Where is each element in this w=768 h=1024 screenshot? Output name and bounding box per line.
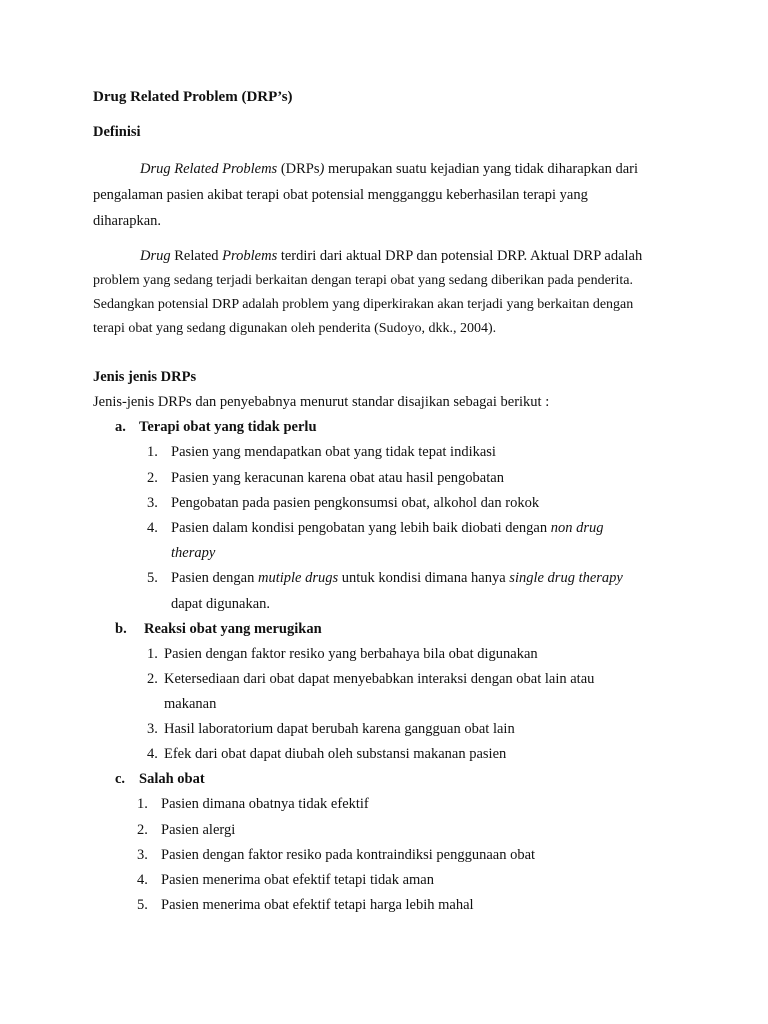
p2-problems: Problems bbox=[222, 248, 278, 264]
p1-text-a: (DRPs bbox=[277, 161, 320, 177]
p2-line4: terapi obat yang sedang digunakan oleh penderita (Sudoyo, dkk., 2004). bbox=[93, 321, 497, 336]
list-item-number: 2. bbox=[147, 671, 158, 687]
list-item-continuation: therapy bbox=[171, 545, 216, 561]
list-item-number: 3. bbox=[137, 847, 148, 863]
list-item-text: untuk kondisi dimana hanya bbox=[338, 570, 510, 586]
list-item-number: 5. bbox=[147, 570, 158, 586]
p2-text-a: terdiri dari aktual DRP dan potensial DRP. Aktual DRP adalah bbox=[277, 248, 643, 264]
list-item-number: 4. bbox=[147, 746, 158, 762]
list-item-text: Pasien dengan bbox=[171, 570, 258, 586]
section-c-letter: c. bbox=[115, 771, 126, 787]
section-c-title: Salah obat bbox=[139, 771, 205, 787]
p1-line2: pengalaman pasien akibat terapi obat potensial mengganggu keberhasilan terapi yang bbox=[93, 187, 588, 203]
list-item-text: Pasien yang mendapatkan obat yang tidak tepat indikasi bbox=[171, 444, 496, 460]
p2-line1 bbox=[140, 248, 642, 265]
list-item-text: Hasil laboratorium dapat berubah karena gangguan obat lain bbox=[164, 721, 515, 737]
list-item-continuation: dapat digunakan. bbox=[171, 596, 271, 612]
list-item-number: 1. bbox=[147, 444, 158, 460]
list-item-text: Efek dari obat dapat diubah oleh substansi makanan pasien bbox=[164, 746, 507, 762]
list-item-number: 2. bbox=[137, 822, 148, 838]
p1-line3: diharapkan. bbox=[93, 213, 162, 229]
list-item bbox=[147, 570, 623, 587]
list-item bbox=[147, 495, 539, 512]
list-item bbox=[147, 671, 594, 688]
definisi-heading: Definisi bbox=[93, 124, 141, 140]
list-item-text: Pasien menerima obat efektif tetapi tidak aman bbox=[161, 872, 434, 888]
list-item bbox=[137, 822, 235, 839]
section-a-title: Terapi obat yang tidak perlu bbox=[139, 419, 317, 435]
p1-term: Drug Related Problems bbox=[140, 161, 278, 177]
list-item-number: 1. bbox=[137, 796, 148, 812]
list-item bbox=[147, 746, 506, 763]
list-item bbox=[137, 847, 535, 864]
list-item-continuation: makanan bbox=[164, 696, 217, 712]
section-c-heading bbox=[115, 771, 205, 788]
document-title: Drug Related Problem (DRP’s) bbox=[93, 89, 293, 105]
list-item-text: Pasien yang keracunan karena obat atau hasil pengobatan bbox=[171, 470, 504, 486]
list-item bbox=[147, 721, 515, 738]
p2-line3: Sedangkan potensial DRP adalah problem yang diperkirakan akan terjadi yang berkaitan dengan bbox=[93, 297, 634, 312]
list-item-number: 5. bbox=[137, 897, 148, 913]
p1-paren: ) bbox=[319, 161, 325, 177]
list-item-number: 3. bbox=[147, 721, 158, 737]
list-item-number: 4. bbox=[147, 520, 158, 536]
list-item-text: Pasien menerima obat efektif tetapi harga lebih mahal bbox=[161, 897, 474, 913]
list-item-text: Pengobatan pada pasien pengkonsumsi obat, alkohol dan rokok bbox=[171, 495, 540, 511]
p1-line1 bbox=[140, 161, 638, 178]
section-b-letter: b. bbox=[115, 621, 127, 637]
p1-text-b: merupakan suatu kejadian yang tidak diharapkan dari bbox=[324, 161, 639, 177]
list-item-text: Pasien alergi bbox=[161, 822, 236, 838]
list-item bbox=[137, 897, 474, 914]
section-b-heading bbox=[115, 621, 322, 638]
list-item-number: 1. bbox=[147, 646, 158, 662]
section-a-letter: a. bbox=[115, 419, 126, 435]
list-item-number: 4. bbox=[137, 872, 148, 888]
jenis-heading: Jenis jenis DRPs bbox=[93, 369, 197, 385]
list-item bbox=[147, 470, 504, 487]
list-item-number: 2. bbox=[147, 470, 158, 486]
p2-related: Related bbox=[170, 248, 223, 264]
list-item-text: Pasien dalam kondisi pengobatan yang lebih baik diobati dengan bbox=[171, 520, 551, 536]
jenis-intro: Jenis-jenis DRPs dan penyebabnya menurut standar disajikan sebagai berikut : bbox=[93, 394, 550, 410]
list-item bbox=[137, 872, 434, 889]
p2-line2: problem yang sedang terjadi berkaitan dengan terapi obat yang sedang diberikan pada penderita. bbox=[93, 273, 633, 288]
list-item-text: Ketersediaan dari obat dapat menyebabkan interaksi dengan obat lain atau bbox=[164, 671, 595, 687]
list-item-text: Pasien dengan faktor resiko pada kontraindiksi penggunaan obat bbox=[161, 847, 536, 863]
list-item-italic: mutiple drugs bbox=[257, 570, 339, 586]
section-a-heading bbox=[115, 419, 317, 436]
list-item-italic: single drug therapy bbox=[509, 570, 623, 586]
list-item-text: Pasien dengan faktor resiko yang berbahaya bila obat digunakan bbox=[164, 646, 538, 662]
list-item-italic: non drug bbox=[550, 520, 604, 536]
list-item bbox=[137, 796, 369, 813]
section-b-title: Reaksi obat yang merugikan bbox=[144, 621, 322, 637]
list-item-number: 3. bbox=[147, 495, 158, 511]
list-item bbox=[147, 646, 538, 663]
list-item-text: Pasien dimana obatnya tidak efektif bbox=[161, 796, 369, 812]
p2-drug: Drug bbox=[140, 248, 171, 264]
list-item bbox=[147, 520, 604, 537]
list-item bbox=[147, 444, 496, 461]
